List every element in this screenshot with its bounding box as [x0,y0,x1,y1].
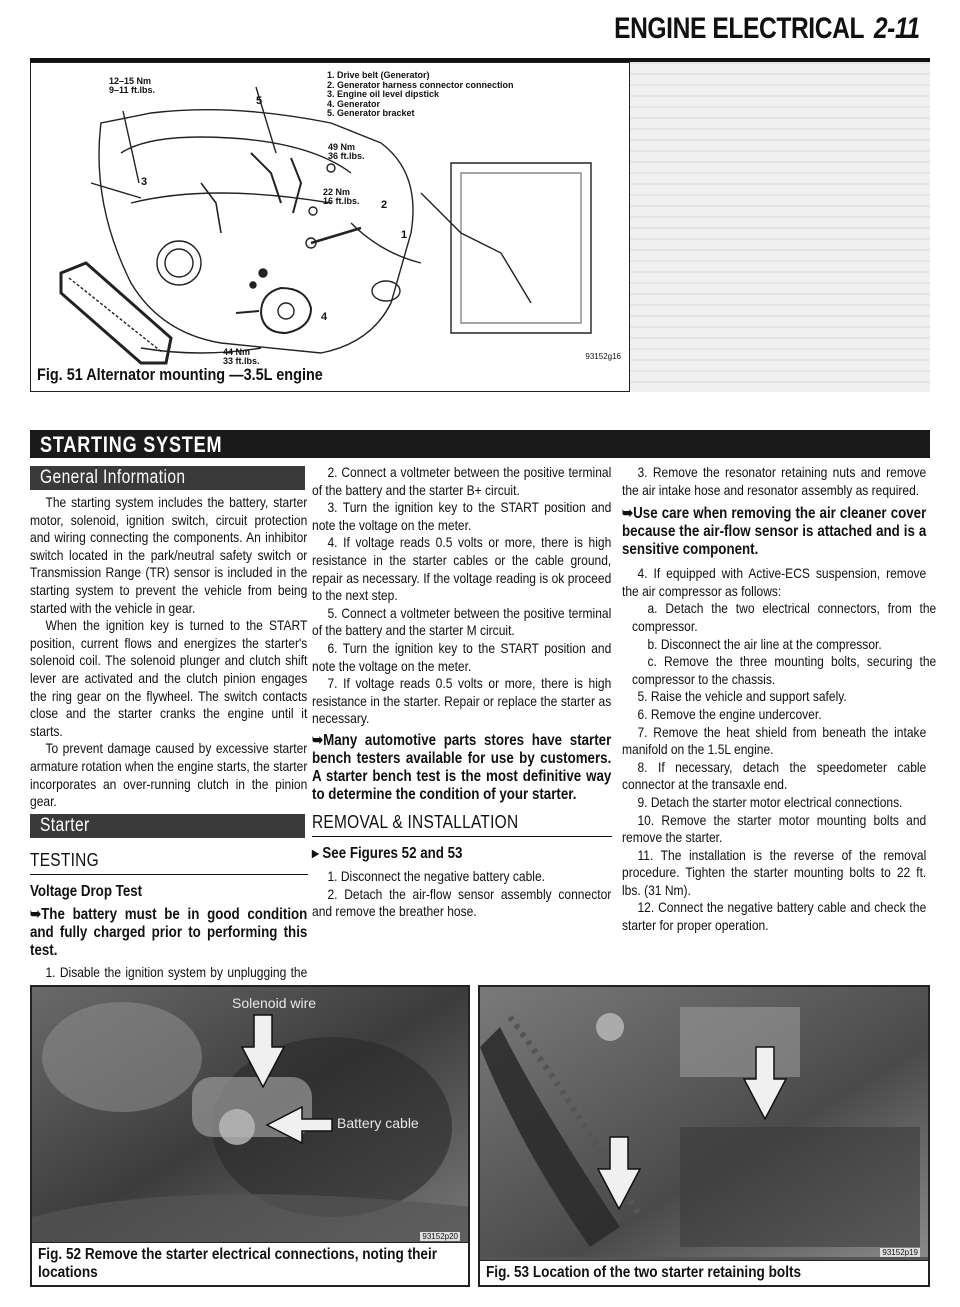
note: ➥Many automotive parts stores have starter bench testers available for use by customers. A starter bench test is the most definitive way to determine the condition of your starter. [312,731,612,803]
callout-1: 1 [401,229,408,241]
column-1-lower [30,842,308,999]
step: 8. If necessary, detach the speedometer cable connector at the transaxle end. [622,758,927,793]
figure-52 [30,985,470,1287]
substep: a. Detach the two electrical connectors, from the compressor. [632,600,937,634]
callout-4: 4 [321,311,328,323]
legend-item: 2. Generator harness connector connection [327,79,514,90]
figure-reference: ▸ See Figures 52 and 53 [312,844,463,862]
step: 9. Detach the starter motor electrical connections. [637,793,903,810]
step: 12. Connect the negative battery cable and check the starter for proper operation. [622,899,927,934]
subsection-title: Starter [40,815,90,836]
figure-part-number: 93152p20 [422,1232,458,1241]
section-banner [30,430,930,458]
column-3 [622,464,937,935]
torque-label-d: 44 Nm 33 ft.lbs. [223,347,260,366]
callout-2: 2 [381,199,388,211]
subsection-banner-general [30,466,305,490]
torque-label-c: 22 Nm 16 ft.lbs. [323,187,360,206]
step: 3. Remove the resonator retaining nuts and remove the air intake hose and resonator assembly as required. [622,464,927,498]
step: 2. Detach the air-flow sensor assembly connector and remove the breather hose. [312,885,612,920]
step: 6. Remove the engine undercover. [637,705,822,722]
heading-rule [312,836,612,837]
figure-caption [32,1242,468,1285]
torque-label-b: 49 Nm 36 ft.lbs. [328,142,365,161]
photo-label-solenoid: Solenoid wire [232,995,317,1011]
caption-text: Fig. 52 Remove the starter electrical connections, noting their locations [38,1246,438,1281]
note: ➥The battery must be in good condition and fully charged prior to performing this test. [30,906,308,960]
substep: c. Remove the three mounting bolts, securing the compressor to the chassis. [632,653,937,687]
note: ➥Use care when removing the air cleaner cover because the air-flow sensor is attached and is a sensitive component. [622,505,927,559]
step: 7. If voltage reads 0.5 volts or more, there is high resistance in the starter. Repair or replace the starter as necessary. [312,675,612,727]
step: 11. The installation is the reverse of the removal procedure. Tighten the starter mounting bolts to 22 ft. lbs. (31 Nm). [622,846,927,898]
step: 4. If equipped with Active-ECS suspension, remove the air compressor as follows: [622,565,927,599]
section-heading: TESTING [30,850,99,870]
column-2 [312,464,612,921]
step: 6. Turn the ignition key to the START position and note the voltage on the meter. [312,639,612,674]
step: 4. If voltage reads 0.5 volts or more, there is high resistance in the starter cables or the cable ground, repair as necessary. If the voltage reading is ok proceed to the next step. [312,534,612,604]
subsection-title: General Information [40,467,186,488]
page-header [0,8,960,48]
figure-caption [480,1260,928,1285]
heading-rule [30,874,308,875]
step: 1. Disable the ignition system by unplugging the [45,964,308,981]
section-heading: REMOVAL & INSTALLATION [312,811,519,832]
subsection-heading: Voltage Drop Test [30,882,143,900]
paragraph: When the ignition key is turned to the START position, current flows and energizes the starter's solenoid coil. The solenoid plunger and clutch shift lever are activated and the clutch pinion engages the ring gear on the flywheel. The switch contacts close and the starter cranks the engine until it starts. [30,617,308,739]
step: 10. Remove the starter motor mounting bolts and remove the starter. [622,811,927,846]
page-title [614,12,920,46]
caption-text: Fig. 53 Location of the two starter retaining bolts [486,1264,802,1281]
legend-item: 3. Engine oil level dipstick [327,89,440,99]
section-name: ENGINE ELECTRICAL [614,12,865,45]
step: 5. Connect a voltmeter between the positive terminal of the battery and the starter M circuit. [312,604,612,639]
legend-item: 5. Generator bracket [327,108,415,118]
column-1 [30,494,308,811]
step: 3. Turn the ignition key to the START position and note the voltage on the meter. [312,499,612,533]
step: 5. Raise the vehicle and support safely. [637,688,847,705]
section-title: STARTING SYSTEM [40,432,223,457]
page-number: 2-11 [874,12,920,45]
callout-5: 5 [256,95,263,107]
callout-3: 3 [141,176,148,188]
figure-part-number: 93152p19 [882,1248,918,1257]
torque-label-a: 12–15 Nm 9–11 ft.lbs. [109,76,156,95]
step: 1. Disconnect the negative battery cable. [327,868,546,885]
figure-legend [327,71,514,119]
step: 7. Remove the heat shield from beneath the intake manifold on the 1.5L engine. [622,723,927,758]
figure-53 [478,985,930,1287]
step: 2. Connect a voltmeter between the positive terminal of the battery and the starter B+ circuit. [312,464,612,498]
figure-51 [30,62,630,392]
figure-part-number: 93152g16 [585,352,621,361]
paragraph: The starting system includes the battery, starter motor, solenoid, ignition switch, circuit protection and wiring connecting the components. An inhibitor switch located in the park/neutral safety switch or Transmission Range (TR) sensor is included in the starting system to prevent the vehicle from being started with the vehicle in gear. [30,494,308,616]
substep: b. Disconnect the air line at the compressor. [647,635,882,652]
legend-item: 4. Generator [327,98,381,109]
legend-item: 1. Drive belt (Generator) [327,70,430,80]
figure-caption: Fig. 51 Alternator mounting —3.5L engine [37,365,323,384]
subsection-banner-starter [30,814,305,838]
photo-label-battery: Battery cable [337,1115,419,1131]
bleed-through-texture [600,62,930,392]
paragraph: To prevent damage caused by excessive starter armature rotation when the engine starts, the starter incorporates an over-running clutch in the pinion gear. [30,740,308,810]
retaining-bolts-photo [480,987,930,1257]
